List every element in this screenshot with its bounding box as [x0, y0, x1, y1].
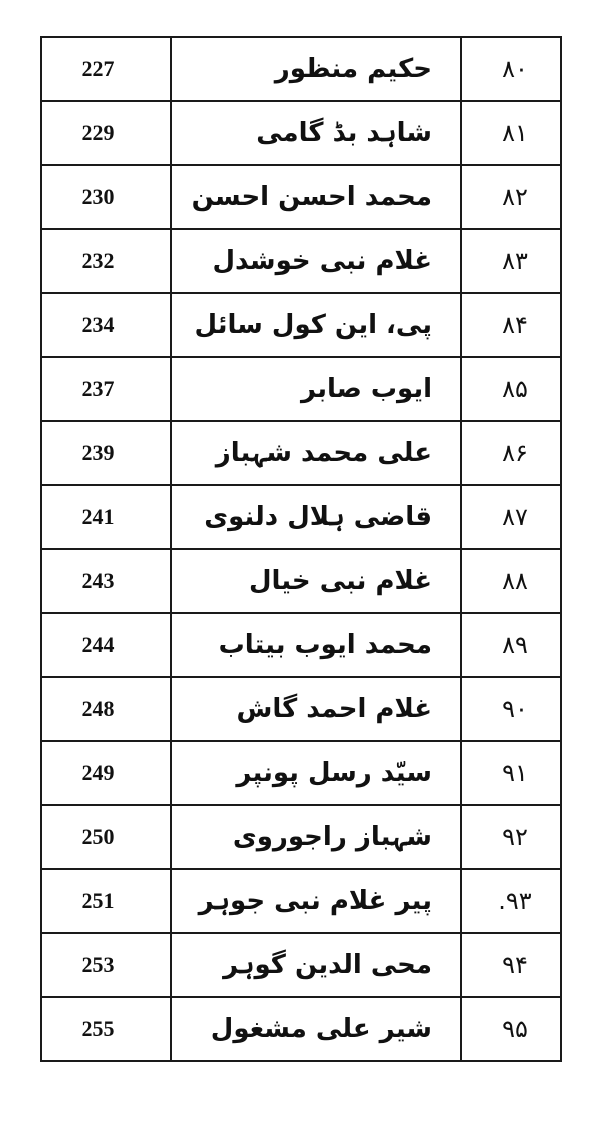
serial-number: ۸۸ — [461, 549, 561, 613]
poet-name: غلام نبی خیال — [171, 549, 461, 613]
serial-number: ۸۱ — [461, 101, 561, 165]
table-row — [41, 229, 561, 293]
poet-name: شاہد بڈ گامی — [171, 101, 461, 165]
serial-number: ۸۹ — [461, 613, 561, 677]
page-number: 243 — [41, 549, 171, 613]
table-row — [41, 549, 561, 613]
contents-table — [40, 36, 562, 1062]
poet-name: سیّد رسل پونپر — [171, 741, 461, 805]
serial-number: ۸۵ — [461, 357, 561, 421]
page-number: 255 — [41, 997, 171, 1061]
poet-name: غلام نبی خوشدل — [171, 229, 461, 293]
table-row — [41, 357, 561, 421]
poet-name: پیر غلام نبی جوہر — [171, 869, 461, 933]
poet-name: قاضی ہلال دلنوی — [171, 485, 461, 549]
poet-name: محی الدین گوہر — [171, 933, 461, 997]
serial-number: ۹۲ — [461, 805, 561, 869]
serial-number: ۸۶ — [461, 421, 561, 485]
table-row — [41, 165, 561, 229]
poet-name: ایوب صابر — [171, 357, 461, 421]
poet-name: محمد احسن احسن — [171, 165, 461, 229]
page-number: 239 — [41, 421, 171, 485]
serial-number: ۸۴ — [461, 293, 561, 357]
serial-number: ۹۰ — [461, 677, 561, 741]
table-row — [41, 485, 561, 549]
page-number: 227 — [41, 37, 171, 101]
poet-name: محمد ایوب بیتاب — [171, 613, 461, 677]
page-number: 244 — [41, 613, 171, 677]
serial-number: ۸۷ — [461, 485, 561, 549]
poet-name: پی، این کول سائل — [171, 293, 461, 357]
table-row — [41, 293, 561, 357]
poet-name: علی محمد شہباز — [171, 421, 461, 485]
table-row — [41, 613, 561, 677]
table-row — [41, 997, 561, 1061]
contents-table-body — [41, 37, 561, 1061]
table-row — [41, 421, 561, 485]
table-row — [41, 677, 561, 741]
poet-name: شہباز راجوروی — [171, 805, 461, 869]
serial-number: .۹۳ — [461, 869, 561, 933]
page-number: 248 — [41, 677, 171, 741]
poet-name: حکیم منظور — [171, 37, 461, 101]
page-number: 250 — [41, 805, 171, 869]
page-number: 253 — [41, 933, 171, 997]
serial-number: ۹۵ — [461, 997, 561, 1061]
serial-number: ۹۴ — [461, 933, 561, 997]
page-number: 229 — [41, 101, 171, 165]
serial-number: ۹۱ — [461, 741, 561, 805]
serial-number: ۸۲ — [461, 165, 561, 229]
table-row — [41, 101, 561, 165]
table-row — [41, 741, 561, 805]
serial-number: ۸۳ — [461, 229, 561, 293]
table-row — [41, 37, 561, 101]
page-number: 251 — [41, 869, 171, 933]
page-number: 241 — [41, 485, 171, 549]
page-number: 249 — [41, 741, 171, 805]
page-number: 234 — [41, 293, 171, 357]
table-row — [41, 869, 561, 933]
page-number: 230 — [41, 165, 171, 229]
table-row — [41, 933, 561, 997]
page-number: 237 — [41, 357, 171, 421]
poet-name: غلام احمد گاش — [171, 677, 461, 741]
poet-name: شیر علی مشغول — [171, 997, 461, 1061]
table-row — [41, 805, 561, 869]
serial-number: ۸۰ — [461, 37, 561, 101]
page-number: 232 — [41, 229, 171, 293]
